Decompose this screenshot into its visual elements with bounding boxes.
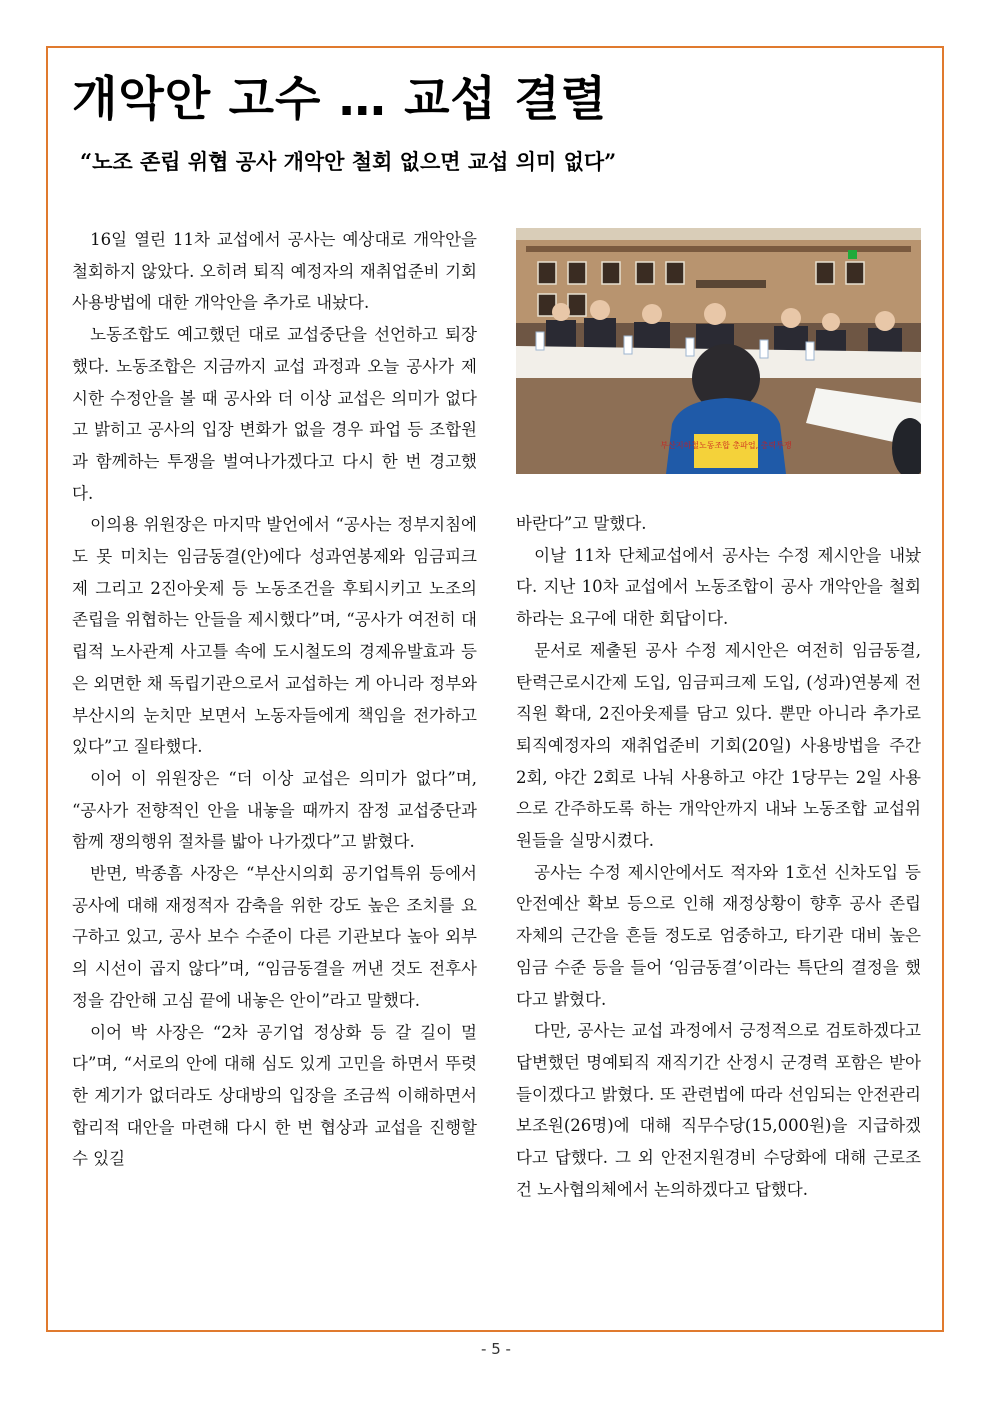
paragraph: 16일 열린 11차 교섭에서 공사는 예상대로 개악안을 철회하지 않았다. 오히려 퇴직 예정자의 재취업준비 기회 사용방법에 대한 개악안을 추가로 내놨다.	[72, 230, 477, 313]
left-column	[72, 224, 477, 1175]
paragraph: 노동조합도 예고했던 대로 교섭중단을 선언하고 퇴장했다. 노동조합은 지금까지 교섭 과정과 오늘 공사가 제시한 수정안을 볼 때 공사와 더 이상 교섭은 의미가 없다고 밝히고 공사의 입장 변화가 없을 경우 파업 등 조합원과 함께하는 투쟁을 벌여나가겠다고 다시 한 번 경고했다.	[72, 325, 477, 503]
paragraph: 문서로 제출된 공사 수정 제시안은 여전히 임금동결, 탄력근로시간제 도입, 임금피크제 도입, (성과)연봉제 전 직원 확대, 2진아웃제를 담고 있다. 뿐만 아니라 추가로 퇴직예정자의 재취업준비 기회(20일) 사용방법을 주간 2회, 야간 2회로 나눠 사용하고 야간 1당무는 2일 사용으로 간주하도록 하는 개악안까지 내놔 노동조합 교섭위원들을 실망시켰다.	[516, 640, 921, 851]
right-column	[516, 508, 921, 1205]
paragraph-continuation: 바란다”고 말했다.	[516, 514, 647, 533]
paragraph: 이날 11차 단체교섭에서 공사는 수정 제시안을 내놨다. 지난 10차 교섭에서 노동조합이 공사 개악안을 철회하라는 요구에 대한 회답이다.	[516, 545, 921, 629]
paragraph: 이어 이 위원장은 “더 이상 교섭은 의미가 없다”며, “공사가 전향적인 안을 내놓을 때까지 잠정 교섭중단과 함께 쟁의행위 절차를 밟아 나가겠다”고 밝혔다.	[72, 768, 477, 852]
meeting-photo	[516, 228, 921, 474]
article-subtitle: “노조 존립 위협 공사 개악안 철회 없으면 교섭 의미 없다”	[80, 149, 617, 174]
paragraph: 다만, 공사는 교섭 과정에서 긍정적으로 검토하겠다고 답변했던 명예퇴직 재직기간 산정시 군경력 포함은 받아들이겠다고 밝혔다. 또 관련법에 따라 선임되는 안전관리보조원(26명)에 대해 직무수당(15,000원)을 지급하겠다고 답했다. 그 외 안전지원경비 수당화에 대해 근로조건 노사협의체에서 논의하겠다고 답했다.	[516, 1021, 921, 1199]
paragraph: 반면, 박종흠 사장은 “부산시의회 공기업특위 등에서 공사에 대해 재정적자 감축을 위한 강도 높은 조치를 요구하고 있고, 공사 보수 수준이 다른 기관보다 높아 외부의 시선이 곱지 않다”며, “임금동결을 꺼낸 것도 전후사정을 감안해 고심 끝에 내놓은 안이”라고 말했다.	[72, 864, 477, 1010]
vest-text: 부산지하철노동조합 총파업, 총력투쟁	[660, 441, 792, 450]
paragraph: 이의용 위원장은 마지막 발언에서 “공사는 정부지침에도 못 미치는 임금동결(안)에다 성과연봉제와 임금피크제 그리고 2진아웃제 등 노동조건을 후퇴시키고 노조의 존립을 위협하는 안들을 제시했다”며, “공사가 여전히 대립적 노사관계 사고틀 속에 도시철도의 경제유발효과 등은 외면한 채 독립기관으로서 교섭하는 게 아니라 정부와 부산시의 눈치만 보면서 노동자들에게 책임을 전가하고 있다”고 질타했다.	[72, 515, 477, 757]
article-title: 개악안 고수 … 교섭 결렬	[72, 72, 608, 127]
paragraph: 공사는 수정 제시안에서도 적자와 1호선 신차도입 등 안전예산 확보 등으로 인해 재정상황이 향후 공사 존립 자체의 근간을 흔들 정도로 엄중하고, 타기관 대비 높은 임금 수준 등을 들어 ‘임금동결’이라는 특단의 결정을 했다고 밝혔다.	[516, 862, 921, 1009]
page-number: - 5 -	[481, 1340, 511, 1358]
paragraph: 이어 박 사장은 “2차 공기업 정상화 등 갈 길이 멀다”며, “서로의 안에 대해 심도 있게 고민을 하면서 뚜렷한 계기가 없더라도 상대방의 입장을 조금씩 이해하면서 합리적 대안을 마련해 다시 한 번 협상과 교섭을 진행할 수 있길	[72, 1022, 477, 1169]
